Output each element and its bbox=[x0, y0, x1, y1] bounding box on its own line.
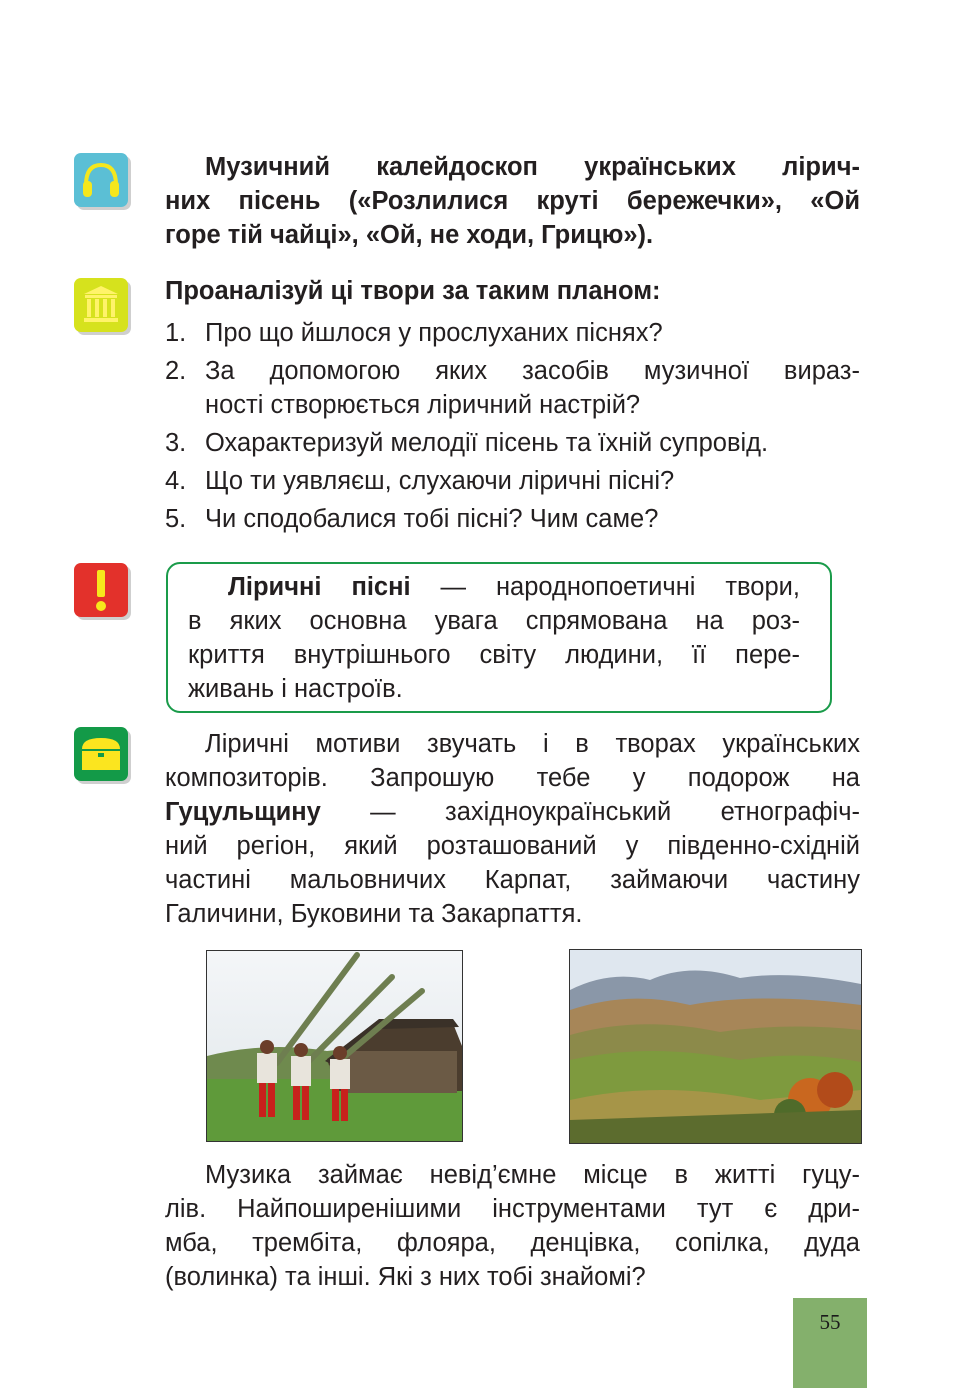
definition-line-3: криття внутрішнього світу людини, її пере- bbox=[188, 641, 800, 669]
list-number: 3. bbox=[165, 429, 187, 457]
hutsul-line-3-rest: — західноукраїнський етнографіч- bbox=[320, 798, 860, 826]
page-number-tab bbox=[793, 1298, 867, 1388]
treasure-chest-icon bbox=[74, 727, 128, 781]
list-number: 4. bbox=[165, 467, 187, 495]
list-item bbox=[165, 502, 860, 536]
hutsul-line-6: Галичини, Буковини та Закарпаття. bbox=[165, 900, 583, 928]
museum-building-icon bbox=[74, 278, 128, 332]
plan-title: Проаналізуй ці твори за таким планом: bbox=[165, 277, 661, 305]
page-number: 55 bbox=[819, 1310, 841, 1334]
list-number: 1. bbox=[165, 319, 187, 347]
definition-term: Ліричні пісні bbox=[228, 573, 411, 601]
list-number: 2. bbox=[165, 357, 187, 385]
intro-line-3: горе тій чайці», «Ой, не ходи, Грицю»). bbox=[165, 221, 654, 249]
definition-line-1 bbox=[188, 570, 800, 604]
plan-list bbox=[165, 316, 860, 540]
definition-text bbox=[188, 570, 800, 706]
list-text: Чи сподобалися тобі пісні? Чим саме? bbox=[205, 505, 659, 533]
hutsul-line-3 bbox=[165, 795, 860, 829]
list-text: Охарактеризуй мелодії пісень та їхній супровід. bbox=[205, 429, 769, 457]
hutsul-term: Гуцульщину bbox=[165, 798, 321, 826]
carpathian-landscape-photo bbox=[569, 949, 862, 1144]
instruments-line-2: лів. Найпоширенішими інструментами тут є дри- bbox=[165, 1195, 860, 1223]
exclamation-icon bbox=[74, 563, 128, 617]
definition-line-1-rest: — народнопоетичні твори, bbox=[410, 573, 800, 601]
list-item bbox=[165, 316, 860, 350]
definition-line-2: в яких основна увага спрямована на роз- bbox=[188, 607, 800, 635]
hutsul-line-2: композиторів. Запрошую тебе у подорож на bbox=[165, 764, 860, 792]
intro-paragraph bbox=[165, 150, 860, 252]
headphones-icon bbox=[74, 153, 128, 207]
list-text: Що ти уявляєш, слухаючи ліричні пісні? bbox=[205, 467, 675, 495]
hutsul-paragraph bbox=[165, 727, 860, 931]
list-item bbox=[165, 354, 860, 422]
hutsul-line-5: частині мальовничих Карпат, займаючи частину bbox=[165, 866, 860, 894]
list-item bbox=[165, 464, 860, 498]
instruments-paragraph bbox=[165, 1158, 860, 1294]
intro-line-1: Музичний калейдоскоп українських лірич- bbox=[205, 153, 860, 181]
hutsul-line-1: Ліричні мотиви звучать і в творах українських bbox=[205, 730, 860, 758]
hutsul-line-4: ний регіон, який розташований у південно-східній bbox=[165, 832, 860, 860]
instruments-line-1: Музика займає невід’ємне місце в житті гуцу- bbox=[205, 1161, 860, 1189]
list-text: ності створюється ліричний настрій? bbox=[205, 391, 641, 419]
trembita-players-photo bbox=[206, 950, 463, 1142]
definition-box bbox=[166, 562, 832, 713]
definition-line-4: живань і настроїв. bbox=[188, 675, 403, 703]
list-item bbox=[165, 426, 860, 460]
list-text: За допомогою яких засобів музичної вираз- bbox=[205, 357, 860, 385]
instruments-line-3: мба, трембіта, флояра, денцівка, сопілка, дуда bbox=[165, 1229, 860, 1257]
instruments-line-4: (волинка) та інші. Які з них тобі знайомі? bbox=[165, 1263, 646, 1291]
intro-line-2: них пісень («Розлилися круті бережечки», «Ой bbox=[165, 187, 860, 215]
list-number: 5. bbox=[165, 505, 187, 533]
list-text: Про що йшлося у прослуханих піснях? bbox=[205, 319, 663, 347]
